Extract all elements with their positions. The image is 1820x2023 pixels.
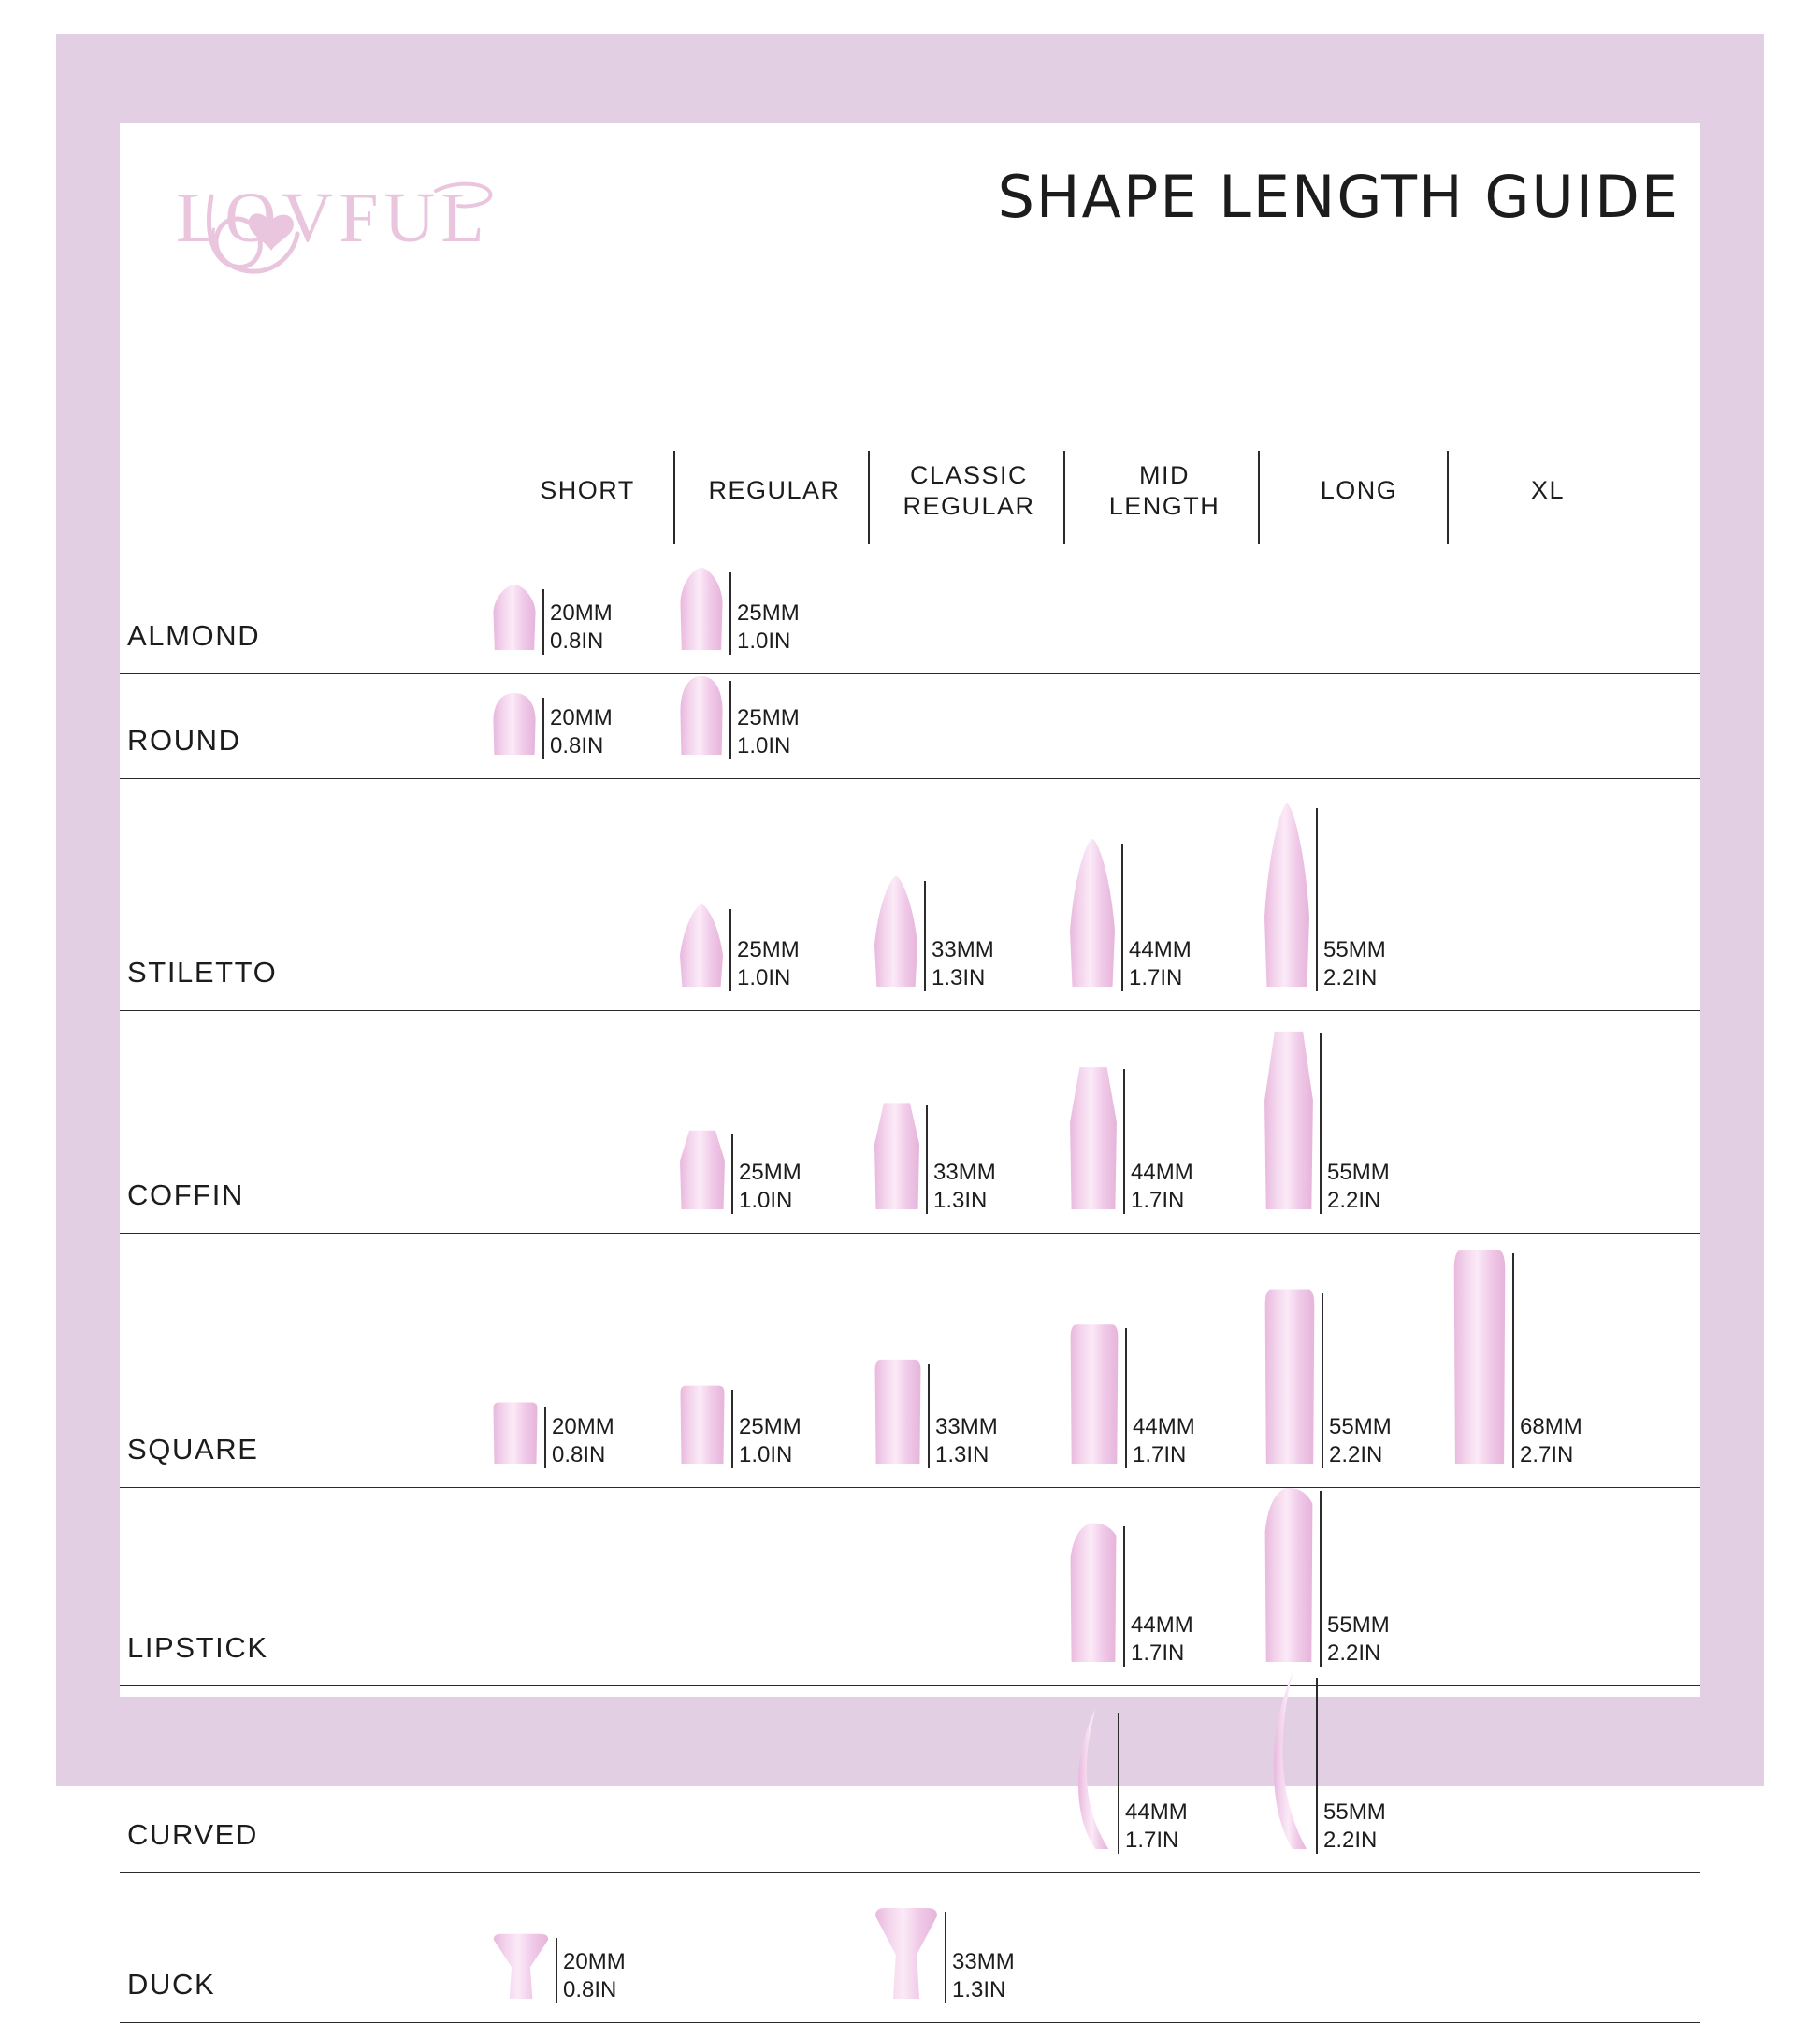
nail-sample-stiletto-regular: [679, 909, 866, 991]
nail-sample-lipstick-mid_length: [1069, 1526, 1256, 1667]
nail-icon: [1069, 839, 1116, 991]
measurement-label: [550, 704, 613, 761]
row-label-duck: DUCK: [127, 1968, 216, 2001]
measurement-in: 0.8IN: [550, 733, 604, 759]
measure-tick: [1125, 1328, 1127, 1468]
measure-tick: [542, 698, 544, 759]
measurement-label: [739, 1413, 802, 1470]
column-divider: [1258, 451, 1260, 544]
measure-tick: [1118, 1713, 1119, 1854]
nail-icon: [874, 1907, 939, 2003]
nail-icon: [492, 693, 537, 759]
nail-icon: [1069, 1064, 1118, 1214]
measurement-label: [739, 1159, 802, 1216]
shape-row: [120, 1685, 1700, 1873]
nail-icon: [492, 1402, 539, 1468]
column-divider: [1063, 451, 1065, 544]
measurement-label: [1131, 1159, 1193, 1216]
page-title: SHAPE LENGTH GUIDE: [997, 163, 1680, 231]
measurement-mm: 33MM: [952, 1948, 1015, 1974]
measure-tick: [926, 1105, 928, 1214]
measurement-mm: 20MM: [563, 1948, 626, 1974]
measurement-in: 2.2IN: [1329, 1442, 1383, 1468]
column-header-classic_regular: CLASSIC REGULAR: [903, 461, 1035, 520]
measure-tick: [544, 1407, 546, 1468]
measurement-label: [1520, 1413, 1582, 1470]
measure-tick: [1123, 1526, 1125, 1667]
nail-icon: [1264, 1673, 1310, 1854]
nail-icon: [1069, 1323, 1119, 1468]
nail-sample-duck-short: [492, 1938, 679, 2003]
measurement-in: 1.3IN: [933, 1188, 988, 1214]
measurement-label: [1329, 1413, 1392, 1470]
measure-tick: [924, 881, 926, 991]
column-header-xl: XL: [1530, 476, 1566, 504]
measurement-label: [552, 1413, 614, 1470]
measure-tick: [1320, 1033, 1322, 1214]
measurement-in: 1.0IN: [739, 1442, 793, 1468]
nail-icon: [1069, 1709, 1112, 1854]
measurement-mm: 44MM: [1133, 1413, 1195, 1439]
measure-tick: [1320, 1491, 1322, 1667]
measurement-in: 2.2IN: [1323, 1828, 1378, 1854]
measurement-in: 1.7IN: [1131, 1188, 1185, 1214]
nail-icon: [874, 1101, 920, 1214]
shape-row: [120, 563, 1700, 674]
measure-tick: [729, 572, 731, 655]
measurement-mm: 55MM: [1323, 936, 1386, 962]
measurement-mm: 55MM: [1327, 1611, 1390, 1638]
measurement-label: [932, 936, 994, 993]
guide-content: [120, 123, 1700, 2003]
measurement-in: 2.7IN: [1520, 1442, 1574, 1468]
column-header-long: LONG: [1320, 476, 1398, 504]
measure-tick: [729, 909, 731, 991]
measurement-label: [1133, 1413, 1195, 1470]
nail-icon: [1069, 1522, 1118, 1667]
measurement-label: [1323, 936, 1386, 993]
nail-icon: [1452, 1249, 1507, 1468]
column-header-short: SHORT: [540, 476, 635, 504]
measurement-mm: 68MM: [1520, 1413, 1582, 1439]
measure-tick: [1121, 844, 1123, 991]
measurement-mm: 44MM: [1129, 936, 1192, 962]
nail-icon: [679, 568, 724, 655]
brand-logo: [157, 152, 587, 282]
measure-tick: [928, 1364, 930, 1468]
measurement-mm: 20MM: [550, 600, 613, 626]
measurement-label: [933, 1159, 996, 1216]
shape-row: [120, 778, 1700, 1011]
nail-icon: [492, 1933, 550, 2003]
measurement-mm: 20MM: [550, 704, 613, 730]
shape-row: [120, 1233, 1700, 1488]
measurement-mm: 44MM: [1131, 1159, 1193, 1185]
nail-sample-stiletto-long: [1264, 808, 1451, 991]
measure-tick: [945, 1912, 946, 2003]
measurement-in: 1.3IN: [952, 1977, 1006, 2003]
measurement-mm: 55MM: [1329, 1413, 1392, 1439]
measurement-mm: 25MM: [737, 704, 800, 730]
measurement-in: 0.8IN: [550, 629, 604, 655]
measurement-in: 1.7IN: [1131, 1640, 1185, 1667]
nail-sample-round-short: [492, 698, 679, 759]
measurement-label: [1327, 1159, 1390, 1216]
measurement-in: 2.2IN: [1327, 1188, 1381, 1214]
measurement-mm: 44MM: [1125, 1799, 1188, 1825]
measure-tick: [556, 1938, 557, 2003]
measurement-in: 1.0IN: [737, 733, 791, 759]
measure-tick: [1316, 1678, 1318, 1854]
measurement-mm: 33MM: [933, 1159, 996, 1185]
nail-icon: [679, 676, 724, 759]
column-divider: [673, 451, 675, 544]
measurement-mm: 25MM: [739, 1413, 802, 1439]
measurement-mm: 25MM: [737, 936, 800, 962]
measurement-mm: 44MM: [1131, 1611, 1193, 1638]
nail-sample-square-mid_length: [1069, 1328, 1256, 1468]
nail-icon: [679, 1129, 726, 1214]
shape-row: [120, 1010, 1700, 1234]
measurement-mm: 33MM: [935, 1413, 998, 1439]
shape-row: [120, 1872, 1700, 2023]
measurement-label: [1131, 1611, 1193, 1669]
measurement-label: [935, 1413, 998, 1470]
measurement-in: 1.0IN: [737, 965, 791, 991]
nail-sample-stiletto-classic_regular: [874, 881, 1061, 991]
measurement-label: [1323, 1799, 1386, 1856]
nail-icon: [1264, 1028, 1314, 1214]
brand-name: LOVFUL: [176, 179, 490, 257]
nail-icon: [874, 1359, 922, 1468]
nail-sample-almond-regular: [679, 572, 866, 655]
nail-icon: [1264, 1486, 1314, 1667]
row-label-stiletto: STILETTO: [127, 956, 278, 989]
measure-tick: [731, 1390, 733, 1468]
column-header-regular: REGULAR: [708, 476, 841, 504]
nail-sample-square-xl: [1452, 1253, 1639, 1468]
measurement-label: [1327, 1611, 1390, 1669]
nail-sample-square-classic_regular: [874, 1364, 1061, 1468]
row-label-round: ROUND: [127, 724, 241, 757]
nail-sample-lipstick-long: [1264, 1491, 1451, 1667]
measurement-in: 1.3IN: [935, 1442, 989, 1468]
row-label-lipstick: LIPSTICK: [127, 1631, 268, 1664]
shape-row: [120, 673, 1700, 779]
measurement-mm: 25MM: [739, 1159, 802, 1185]
nail-icon: [1264, 803, 1310, 991]
row-label-almond: ALMOND: [127, 619, 261, 652]
measurement-in: 1.7IN: [1129, 965, 1183, 991]
nail-sample-square-regular: [679, 1390, 866, 1468]
measurement-mm: 55MM: [1323, 1799, 1386, 1825]
measurement-in: 1.7IN: [1125, 1828, 1179, 1854]
nail-sample-square-long: [1264, 1293, 1451, 1468]
nail-icon: [679, 904, 724, 991]
measure-tick: [1512, 1253, 1514, 1468]
measure-tick: [1322, 1293, 1323, 1468]
nail-icon: [679, 1385, 726, 1468]
measurement-in: 0.8IN: [552, 1442, 606, 1468]
nail-sample-coffin-classic_regular: [874, 1105, 1061, 1214]
nail-icon: [492, 585, 537, 655]
measure-tick: [1316, 808, 1318, 991]
measurement-in: 1.0IN: [737, 629, 791, 655]
measurement-label: [737, 936, 800, 993]
measurement-label: [737, 704, 800, 761]
column-headers: [120, 451, 1700, 554]
measurement-label: [737, 600, 800, 657]
nail-sample-coffin-regular: [679, 1134, 866, 1214]
measurement-in: 2.2IN: [1323, 965, 1378, 991]
nail-icon: [1264, 1288, 1316, 1468]
measurement-in: 1.3IN: [932, 965, 986, 991]
measurement-in: 0.8IN: [563, 1977, 617, 2003]
measurement-label: [1129, 936, 1192, 993]
nail-sample-stiletto-mid_length: [1069, 844, 1256, 991]
shape-row: [120, 1487, 1700, 1686]
measurement-in: 2.2IN: [1327, 1640, 1381, 1667]
row-label-curved: CURVED: [127, 1818, 258, 1851]
nail-sample-coffin-mid_length: [1069, 1069, 1256, 1214]
column-header-mid_length: MID LENGTH: [1108, 461, 1221, 520]
measurement-mm: 55MM: [1327, 1159, 1390, 1185]
nail-sample-curved-long: [1264, 1678, 1451, 1854]
measurement-mm: 20MM: [552, 1413, 614, 1439]
nail-sample-almond-short: [492, 589, 679, 655]
measurement-label: [1125, 1799, 1188, 1856]
measure-tick: [729, 681, 731, 759]
row-label-coffin: COFFIN: [127, 1178, 244, 1211]
measure-tick: [1123, 1069, 1125, 1214]
measurement-label: [952, 1948, 1015, 2005]
nail-sample-round-regular: [679, 681, 866, 759]
column-divider: [1447, 451, 1449, 544]
nail-sample-curved-mid_length: [1069, 1713, 1256, 1854]
measure-tick: [731, 1134, 733, 1214]
measurement-mm: 25MM: [737, 600, 800, 626]
measurement-label: [563, 1948, 626, 2005]
row-label-square: SQUARE: [127, 1433, 259, 1466]
measure-tick: [542, 589, 544, 655]
nail-sample-square-short: [492, 1407, 679, 1468]
measurement-mm: 33MM: [932, 936, 994, 962]
nail-sample-coffin-long: [1264, 1033, 1451, 1214]
measurement-in: 1.0IN: [739, 1188, 793, 1214]
measurement-in: 1.7IN: [1133, 1442, 1187, 1468]
column-divider: [868, 451, 870, 544]
nail-icon: [874, 876, 918, 991]
nail-sample-duck-classic_regular: [874, 1912, 1061, 2003]
measurement-label: [550, 600, 613, 657]
